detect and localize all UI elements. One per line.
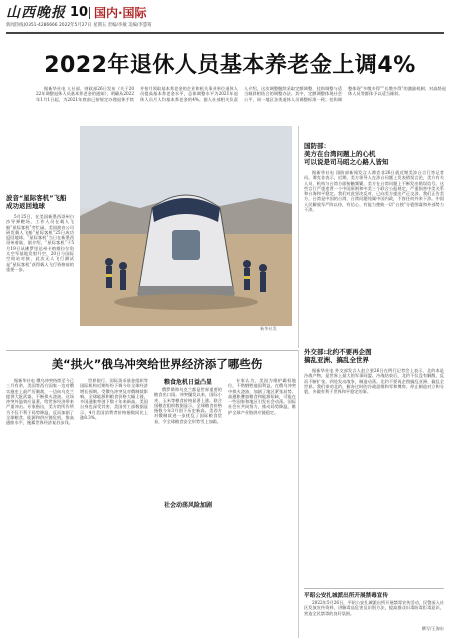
us-taiwan-body [304, 170, 444, 338]
masthead [6, 4, 446, 30]
lead-article-text: 据新华社电 人社部、财政部26日发布《关于2022年调整退休人员基本养老金的通知》，明确从2022年1月1日起，为2021年底前已按规定办理退休手续并按月领取基本养老金的企业和机关事业单位退休人员提高基本养老金水平，总体调整水平为2021年退休人员月人均基本养老金的4%。据人社部相关负责人介绍，这次调整继续采取定额调整、挂钩调整与适当倾斜相结合的调整办法。其中，定额调整体现社会公平，同一地区各类退休人员调整标准一致；挂钩调整体现“多缴多得”“长缴多得”的激励机制；对高龄退休人员等群体予以适当倾斜。 [36, 86, 446, 102]
econ-col-2-text: 世界银行、国际货币基金组织等国际机构近期纷纷下调今年全球经济增长预期。受俄乌冲突及对俄制裁影响，全球能源和粮食价格大幅上涨，多国通胀率创下数十年来新高。美国自身也深受其害，美国劳工部数据显示，4月美国消费者价格指数同比上涨8.3%。 [80, 378, 148, 421]
balloon-title-2: 成功返回地球 [6, 202, 45, 210]
econ-subhead-1: 粮食危机日益凸显 [163, 379, 212, 386]
balloon-title-1: 波音“星际客机”飞船 [6, 194, 67, 202]
column-divider-lower [298, 350, 299, 638]
section-rule [6, 350, 298, 351]
pingyuan-story [304, 592, 444, 636]
us-taiwan-label: 国防部： [304, 142, 330, 150]
masthead-rule [6, 32, 444, 34]
pingyuan-body-text: 2022年5月26日，平昭公安扎城派出所开展禁毒宣传活动，民警深入社区发放宣传资料，讲解毒品危害及识别方法，提高群众识毒防毒拒毒意识，营造全民禁毒的良好氛围。 [304, 600, 444, 616]
pingyuan-body [304, 600, 444, 626]
section-title: 国内·国际 [94, 6, 147, 20]
masthead-meta: 新闻热线(0351-4286666 2022年5月27日 星期五 责编/李敏 美编/李慧筠 [6, 23, 152, 28]
masthead-logo: 山西晚报 [6, 5, 66, 21]
econ-col-4 [228, 378, 296, 636]
us-taiwan-title-2: 可以说是司马昭之心路人皆知 [304, 158, 389, 166]
balloon-body-text: 5月25日，在美国新墨西哥州白沙导弹靶场，工作人员在载人飞船“星际客机”旁忙碌。美国波音公司研发载人飞船“星际客机”25日成功返回地球。“星际客机”当日在新墨西哥州着陆，据介绍，“星际客机”于5月19日从佛罗里达州卡纳维拉尔角太空军基地发射升空，20日与国际空间站对接，此次无人飞行测试是“星际客机”获得载人飞行资格前的重要一步。 [6, 214, 74, 272]
masthead-divider [89, 7, 90, 19]
us-taiwan-title-1: 美方在台湾问题上的心机 [304, 150, 376, 158]
photo-caption: 新华社发 [260, 326, 277, 331]
econ-col-1-text: 据新华社电 俄乌冲突持续至今已三月有余，美国等西方国家一边对俄实施史上最严厉制裁，一边向乌克兰提供大批武器，不断拱火浇油。这场冲突外溢效应显著，给世界经济带来严重冲击。专家指出，美方的所作所为不仅不利于局势降温，反而加剧了全球粮食、能源和供应链危机，推高通胀水平，拖累世界经济复苏步伐。 [6, 378, 74, 426]
column-divider-right [298, 126, 299, 348]
pingyuan-byline: 撰写/王海东 [421, 626, 444, 631]
pingyuan-rule [304, 588, 444, 589]
econ-col-3 [154, 378, 222, 636]
econ-col-4-text: 专家认为，美国为维护霸权地位，不惜牺牲他国利益，在俄乌冲突中拱火浇油，加剧了地区紧张局势。高通胀叠加粮食和能源短缺，可能在一些国家和地区引发社会动荡。国际社会应共同努力，推动局势降温，维护全球产业链供应链稳定。 [228, 378, 296, 415]
lead-article-body [36, 86, 446, 126]
pingyuan-title: 平昭公安扎城派出所开展禁毒宣传 [304, 593, 388, 599]
econ-subhead-2: 社会动荡风险加剧 [163, 502, 212, 509]
us-taiwan-body-text: 据新华社电 国防部新闻发言人谭克非26日就近期美涉台言行答记者问。谭克非表示，近期，美方领导人在涉台问题上发表错误言论，美方有关人员、机构与台湾方面接触频繁，美方在台湾问题上不断发出错误信号。这些言行严重违背一个中国原则和中美三个联合公报规定，严重损害中美关系和台海和平稳定。我们对此坚决反对，已向美方提出严正交涉。我们正告美方，台湾是中国的台湾，台湾问题纯属中国内政，不容任何外来干涉。中国人民解放军严阵以待，有信心、有能力挫败一切“台独”分裂图谋和外部势力干涉。 [304, 170, 444, 213]
balloon-story [6, 194, 74, 344]
foreign-ministry-story [304, 348, 444, 578]
foreign-title-1: 外交部:北约不要再企图 [304, 348, 372, 356]
foreign-body [304, 368, 444, 568]
econ-col-1 [6, 378, 74, 636]
econ-col-3-text: 俄罗斯和乌克兰都是世界重要的粮食出口国。冲突爆发以来，国际小麦、玉米等粮食价格显著上涨。联合国粮农组织数据显示，全球粮食价格指数今年3月创下历史新高。美西方对俄制裁进一步扰乱了国际粮食贸易，令全球粮食安全形势雪上加霜。 [154, 387, 222, 424]
news-photo [80, 126, 292, 326]
foreign-body-text: 据新华社电 外交部发言人赵立坚26日在例行记者会上表示，北约本是冷战产物，是世界上最大的军事同盟。冷战结束后，北约不仅没有解散，反而不断扩张，四处发动战争，制造动荡。北约不要再企图搞乱亚洲、搞乱全世界。我们奉劝北约，摒弃过时的冷战思维和零和博弈，停止制造对立和分裂，多做有利于世界和平稳定的事。 [304, 368, 444, 395]
capsule-photo-illustration [80, 126, 292, 326]
balloon-body [6, 214, 74, 334]
econ-col-2 [80, 378, 148, 636]
main-headline: 2022年退休人员基本养老金上调4% [44, 53, 416, 78]
econ-col-3-body [154, 387, 222, 497]
econ-headline: 美“拱火”俄乌冲突给世界经济添了哪些伤 [51, 357, 263, 371]
page-number: 10 [70, 5, 89, 20]
foreign-title-2: 搞乱亚洲、搞乱全世界 [304, 356, 369, 364]
us-taiwan-story [304, 142, 444, 342]
